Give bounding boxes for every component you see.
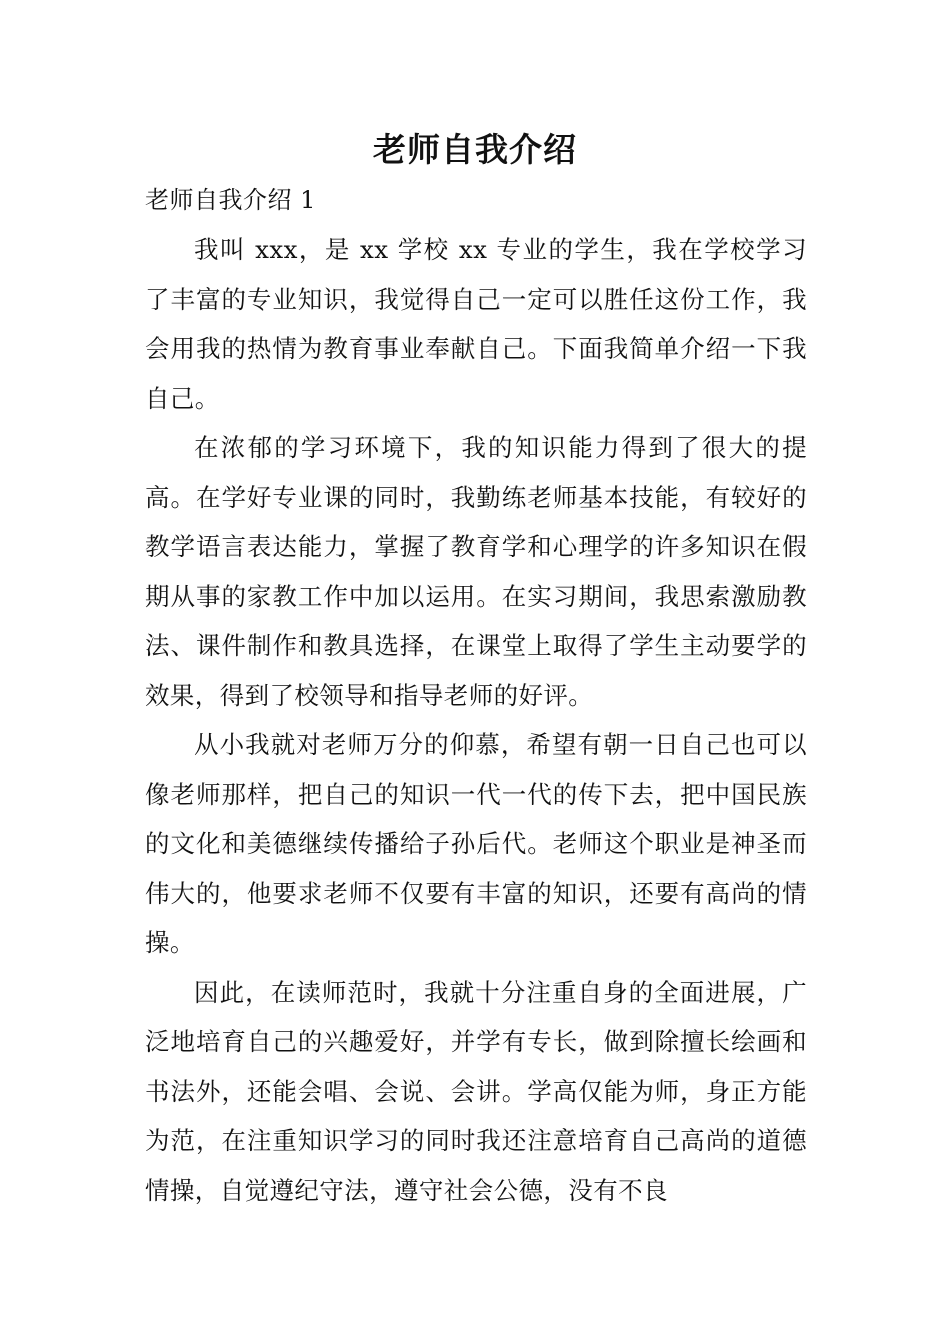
paragraph-aspiration: 从小我就对老师万分的仰慕，希望有朝一日自己也可以像老师那样，把自己的知识一代一代的传下去，把中国民族的文化和美德继续传播给子孙后代。老师这个职业是神圣而伟大的，他要求老师不仅要有丰富的知识，还要有高尚的情操。 [145,730,807,957]
document-body [145,225,807,1215]
paragraph-study: 在浓郁的学习环境下，我的知识能力得到了很大的提高。在学好专业课的同时，我勤练老师基本技能，有较好的教学语言表达能力，掌握了教育学和心理学的许多知识在假期从事的家教工作中加以运用。在实习期间，我思索激励教法、课件制作和教具选择，在课堂上取得了学生主动要学的效果，得到了校领导和指导老师的好评。 [145,433,807,710]
paragraph-intro: 我叫 xxx，是 xx 学校 xx 专业的学生，我在学校学习了丰富的专业知识，我觉得自己一定可以胜任这份工作，我会用我的热情为教育事业奉献自己。下面我简单介绍一下我自己。 [145,235,807,413]
section-heading: 老师自我介绍 1 [145,186,316,214]
paragraph-development: 因此，在读师范时，我就十分注重自身的全面进展，广泛地培育自己的兴趣爱好，并学有专长，做到除擅长绘画和书法外，还能会唱、会说、会讲。学高仅能为师，身正方能为范，在注重知识学习的同时我还注意培育自己高尚的道德情操，自觉遵纪守法，遵守社会公德，没有不良 [145,977,807,1205]
document-title: 老师自我介绍 [373,130,577,169]
